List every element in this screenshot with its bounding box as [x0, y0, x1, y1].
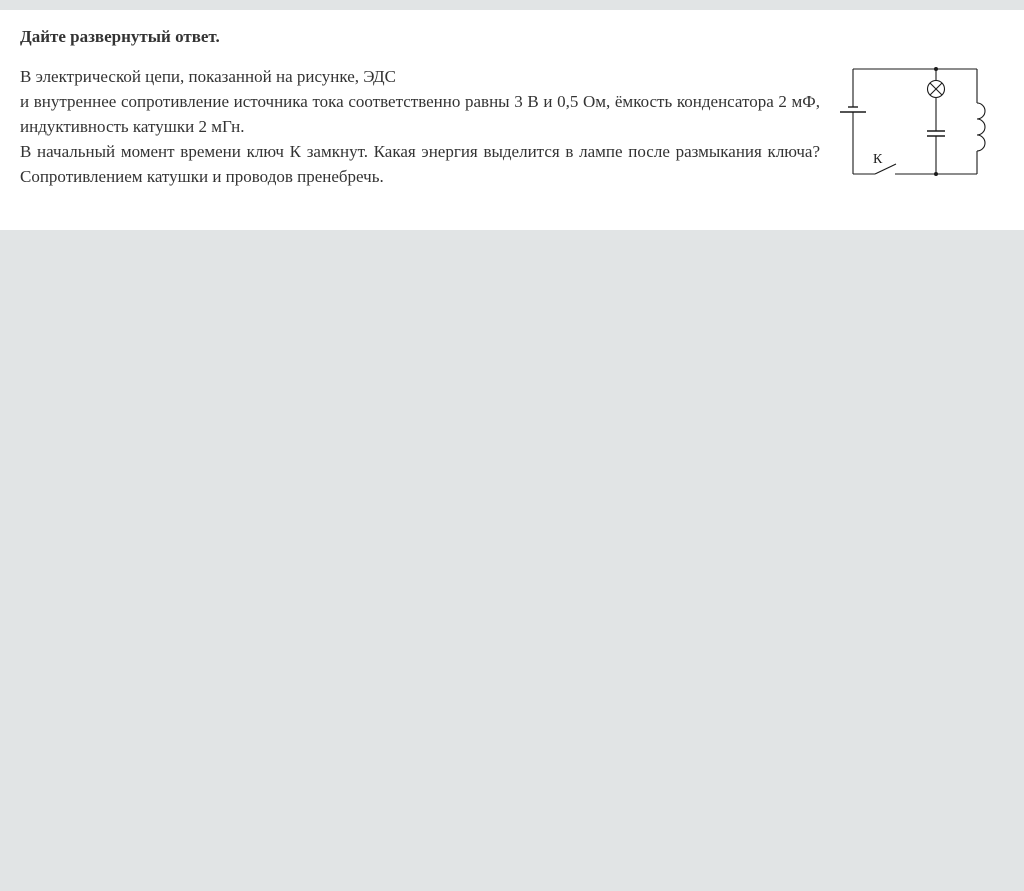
circuit-diagram [835, 62, 995, 192]
switch-label: К [873, 152, 883, 167]
problem-line-1: В электрической цепи, показанной на рисунке, ЭДС [20, 67, 396, 86]
task-instruction: Дайте развернутый ответ. [20, 27, 220, 46]
circuit-svg [835, 62, 995, 192]
problem-line-2: и внутреннее сопротивление источника тока соответственно равны 3 В и 0,5 Ом, ёмкость конденсатора 2 мФ, индуктивность катушки 2 мГн. [20, 92, 820, 136]
junction-bottom [934, 172, 938, 176]
junction-top [934, 67, 938, 71]
task-card [0, 10, 1024, 230]
problem-text [20, 64, 820, 189]
problem-line-3: В начальный момент времени ключ К замкнут. Какая энергия выделится в лампе после размыкания ключа? Сопротивлением катушки и проводов пренебречь. [20, 142, 820, 186]
inductor-coil-icon [977, 103, 985, 151]
